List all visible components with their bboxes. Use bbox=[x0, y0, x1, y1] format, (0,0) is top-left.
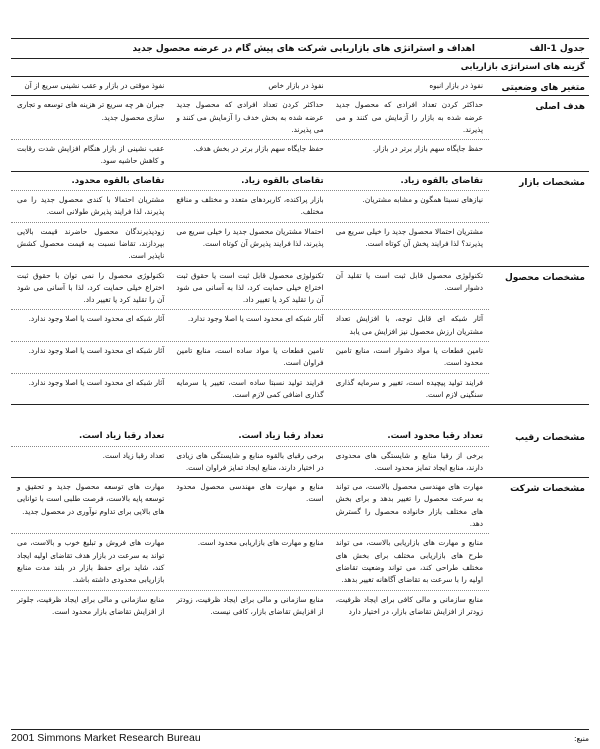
table-cell: منابع و مهارت های مهندسی محصول محدود است. bbox=[176, 482, 324, 504]
table-cell: منابع و مهارت های بازاریابی محدود است. bbox=[197, 538, 324, 548]
row-group-label: مشخصات بازار bbox=[519, 177, 585, 188]
table-cell: مهارت های توسعه محصول جدید و تحقیق و توسعه پایه بالاست، فرصت طلبی است با توانایی های بالایی برای تداوم نوآوری در محصول جدید. bbox=[17, 482, 165, 516]
table-cell: فرایند تولید پیچیده است، تغییر و سرمایه گذاری سنگینی لازم است. bbox=[335, 377, 483, 399]
table-row bbox=[11, 374, 489, 405]
table-row bbox=[11, 96, 489, 140]
table-row bbox=[11, 77, 489, 95]
table-cell: احتمالا مشتریان محصول جدید را خیلی سریع می پذیرند، لذا فرایند پذیرش آن کوتاه است. bbox=[176, 226, 324, 248]
table-cell: فرایند تولید نسبتا ساده است، تغییر یا سرمایه گذاری اضافی کمی لازم است. bbox=[176, 377, 324, 399]
table-cell: بازار پراکنده، کاربردهای متعدد و مختلف و منافع مختلف. bbox=[176, 195, 324, 217]
table-cell: آثار شبکه ای محدود است یا اصلا وجود ندارد. bbox=[28, 346, 165, 356]
row-group-label: مشخصات محصول bbox=[504, 272, 585, 283]
table-row bbox=[11, 172, 489, 191]
table-cell: حفظ جایگاه سهم بازار برتر در بازار. bbox=[372, 144, 483, 154]
row-group-label: هدف اصلی bbox=[535, 102, 585, 113]
table-cell: تامین قطعات یا مواد ساده است، منابع تامین فراوان است. bbox=[176, 346, 324, 368]
table-label: جدول 1-الف bbox=[529, 43, 585, 54]
row-group bbox=[11, 266, 589, 405]
table-row bbox=[11, 191, 489, 223]
row-group bbox=[11, 477, 589, 621]
table-cell: مشتریان احتمالا با کندی محصول جدید را می پذیرند، لذا فرایند پذیرش طولانی است. bbox=[17, 195, 165, 217]
footer bbox=[11, 729, 589, 746]
table-row bbox=[11, 427, 489, 446]
table-cell: آثار شبکه ای محدود است یا اصلا وجود ندارد. bbox=[28, 377, 165, 387]
table-row bbox=[11, 223, 489, 266]
table-cell: تکنولوژی محصول را نمی توان با حقوق ثبت اختراع خیلی حمایت کرد، لذا با آسانی می شود آن را تقلید کرد یا تغییر داد. bbox=[17, 270, 165, 305]
table-header bbox=[11, 38, 589, 59]
table-title: اهداف و استراتژی های بازاریابی شرکت های پیش گام در عرضه محصول جدید bbox=[132, 43, 475, 54]
row-group bbox=[11, 427, 589, 477]
table-row bbox=[11, 342, 489, 374]
table-cell: تعداد رقبا زیاد است. bbox=[102, 450, 165, 460]
strategy-table bbox=[11, 38, 589, 621]
row-group-label: مشخصات شرکت bbox=[510, 484, 585, 495]
row-group-label: مشخصات رقیب bbox=[515, 433, 585, 444]
table-row bbox=[11, 534, 489, 590]
table-cell: منابع سازمانی و مالی برای ایجاد ظرفیت، جلوتر از افزایش تقاضای بازار محدود است. bbox=[17, 594, 165, 616]
row-group bbox=[11, 77, 589, 95]
table-cell: تکنولوژی محصول قابل ثبت است یا حقوق ثبت اختراع خیلی حمایت کرد، لذا به آسانی می شود آن را تقلید کرد یا تغییر داد. bbox=[176, 270, 324, 305]
row-group-label: متغیر های وضعیتی bbox=[501, 83, 585, 93]
table-row bbox=[11, 267, 489, 311]
table-cell: تعداد رقبا محدود است. bbox=[387, 431, 483, 442]
table-cell: نفوذ موقتی در بازار و عقب نشینی سریع از آن bbox=[24, 81, 165, 90]
table-cell: جبران هر چه سریع تر هزینه های توسعه و تجاری سازی محصول جدید. bbox=[17, 100, 165, 122]
row-group bbox=[11, 95, 589, 170]
table-row bbox=[11, 447, 489, 478]
source-label: منبع: bbox=[573, 734, 589, 743]
table-row bbox=[11, 310, 489, 342]
table-cell: برخی رقبای بالقوه منابع و شایستگی های زیادی در اختیار دارند، منابع ایجاد تمایز فراوان است. bbox=[176, 450, 324, 472]
table-cell: نفوذ در بازار انبوه bbox=[429, 81, 483, 90]
table-cell: منابع سازمانی و مالی برای ایجاد ظرفیت، زودتر از افزایش تقاضای بازار، کافی نیست. bbox=[176, 594, 324, 616]
table-cell: منابع و مهارت های بازاریابی بالاست، می تواند طرح های بازاریابی مختلف برای بخش های مختلف طراحی کند، می تواند وضعیت تقاضای اولیه را با سرعت به تقاضای آگاهانه تغییر بدهد. bbox=[335, 538, 483, 585]
section-gap bbox=[11, 404, 589, 427]
table-row bbox=[11, 140, 489, 171]
table-cell: نفوذ در بازار خاص bbox=[268, 81, 324, 90]
table-cell: حفظ جایگاه سهم بازار برتر در بخش هدف. bbox=[193, 144, 324, 154]
table-cell: آثار شبکه ای محدود است یا اصلا وجود ندارد. bbox=[187, 314, 324, 324]
table-cell: برخی از رقبا منابع و شایستگی های محدودی دارند، منابع ایجاد تمایز محدود است. bbox=[335, 450, 483, 472]
table-cell: آثار شبکه ای قابل توجه، با افزایش تعداد مشتریان ارزش محصول نیز افزایش می یابد bbox=[335, 314, 483, 336]
row-group bbox=[11, 171, 589, 266]
table-cell: زودپذیرندگان محصول حاضرند قیمت بالایی بپردازند، تقاضا نسبت به قیمت محصول کشش ناپذیر است. bbox=[17, 226, 165, 261]
table-row bbox=[11, 591, 489, 622]
table-cell: آثار شبکه ای محدود است یا اصلا وجود ندارد. bbox=[28, 314, 165, 324]
table-cell: مهارت های فروش و تبلیغ خوب و بالاست، می تواند به سرعت در بازار هدف تقاضای اولیه ایجاد کند، شاید برای حفظ بازار در بلند مدت منابع بازاریابی محدودی داشته باشد. bbox=[17, 538, 165, 585]
table-cell: تکنولوژی محصول قابل ثبت است یا تقلید آن دشوار است. bbox=[335, 270, 483, 292]
table-cell: منابع سازمانی و مالی کافی برای ایجاد ظرفیت، زودتر از افزایش تقاضای بازار، در اختیار دارد bbox=[335, 594, 483, 616]
table-cell: عقب نشینی از بازار هنگام افزایش شدت رقابت و کاهش حاشیه سود. bbox=[17, 144, 165, 166]
table-cell: حداکثر کردن تعداد افرادی که محصول جدید عرضه شده به بازار را آزمایش می کنند و می پذیرند. bbox=[335, 100, 483, 134]
table-cell: تامین قطعات یا مواد دشوار است، منابع تامین محدود است. bbox=[335, 346, 483, 368]
table-row bbox=[11, 478, 489, 534]
table-cell: مشتریان احتمالا محصول جدید را خیلی سریع می پذیرند؟ لذا فرایند پخش آن کوتاه است. bbox=[335, 226, 483, 248]
table-cell: حداکثر کردن تعداد افرادی که محصول جدید عرضه شده به بخش خدف را آزمایش می کنند و می پذیرند. bbox=[176, 100, 324, 134]
table-cell: تقاضای بالقوه محدود. bbox=[71, 175, 165, 186]
source-text: 2001 Simmons Market Research Bureau bbox=[11, 732, 201, 744]
table-body bbox=[11, 77, 589, 621]
table-cell: تعداد رقبا زیاد است. bbox=[79, 431, 165, 442]
table-cell: تعداد رقبا زیاد است. bbox=[238, 431, 324, 442]
table-cell: تقاضای بالقوه زیاد. bbox=[400, 175, 483, 186]
table-subtitle: گزینه های استراتژی بازاریابی bbox=[11, 59, 589, 77]
table-cell: مهارت های مهندسی محصول بالاست، می تواند به سرعت محصول را تغییر بدهد و برای بخش های مختلف بازار خانواده محصول را گسترش دهد. bbox=[335, 482, 483, 529]
table-cell: نیازهای نسبتا همگون و مشابه مشتریان. bbox=[362, 195, 483, 205]
table-cell: تقاضای بالقوه زیاد. bbox=[241, 175, 324, 186]
